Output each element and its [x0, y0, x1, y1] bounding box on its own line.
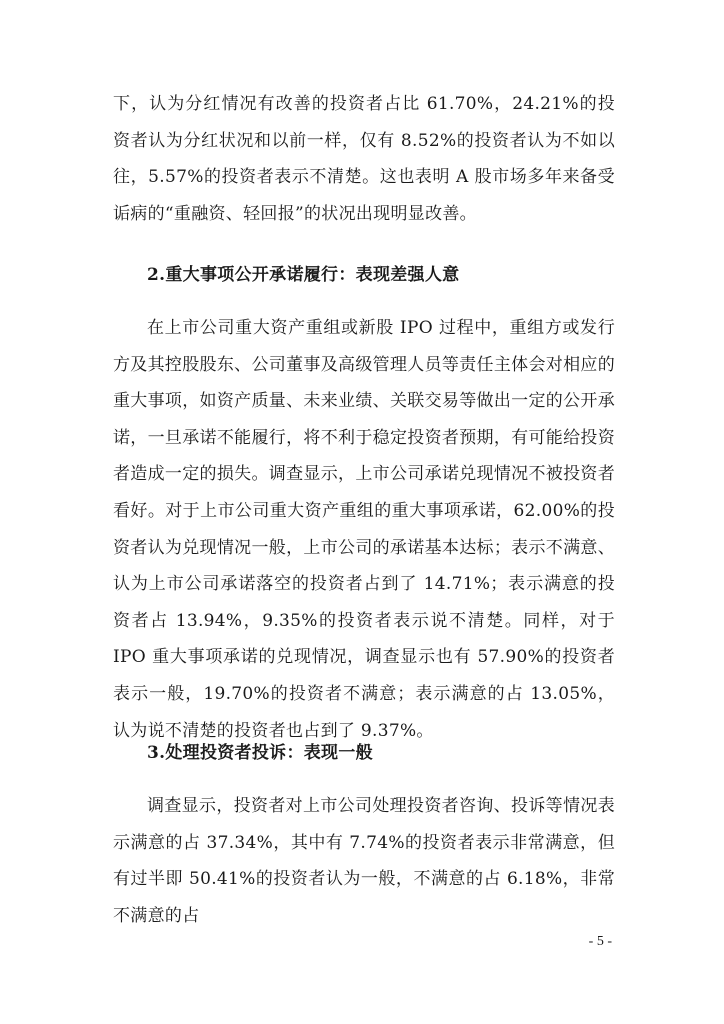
paragraph-investor-complaints: 调查显示，投资者对上市公司处理投资者咨询、投诉等情况表示满意的占 37.34%，其中有 7.74%的投资者表示非常满意，但有过半即 50.41%的投资者认为一般，不满意的占 6.18%，非常不满意的占	[113, 796, 615, 926]
section-heading-investor-complaints: 3.处理投资者投诉：表现一般	[147, 743, 373, 763]
page-number: - 5 -	[588, 934, 612, 949]
paragraph-dividend-results: 下，认为分红情况有改善的投资者占比 61.70%，24.21%的投资者认为分红状况和以前一样，仅有 8.52%的投资者认为不如以往，5.57%的投资者表示不清楚。这也表明 A 股市场多年来备受诟病的“重融资、轻回报”的状况出现明显改善。	[113, 94, 615, 224]
section-heading-commitment-fulfillment: 2.重大事项公开承诺履行：表现差强人意	[147, 265, 460, 285]
paragraph-commitment-fulfillment: 在上市公司重大资产重组或新股 IPO 过程中，重组方或发行方及其控股股东、公司董事及高级管理人员等责任主体会对相应的重大事项，如资产质量、未来业绩、关联交易等做出一定的公开承诺，一旦承诺不能履行，将不利于稳定投资者预期，有可能给投资者造成一定的损失。调查显示，上市公司承诺兑现情况不被投资者看好。对于上市公司重大资产重组的重大事项承诺，62.00%的投资者认为兑现情况一般，上市公司的承诺基本达标；表示不满意、认为上市公司承诺落空的投资者占到了 14.71%；表示满意的投资者占 13.94%，9.35%的投资者表示说不清楚。同样，对于 IPO 重大事项承诺的兑现情况，调查显示也有 57.90%的投资者表示一般，19.70%的投资者不满意；表示满意的占 13.05%，认为说不清楚的投资者也占到了 9.37%。	[113, 318, 615, 741]
